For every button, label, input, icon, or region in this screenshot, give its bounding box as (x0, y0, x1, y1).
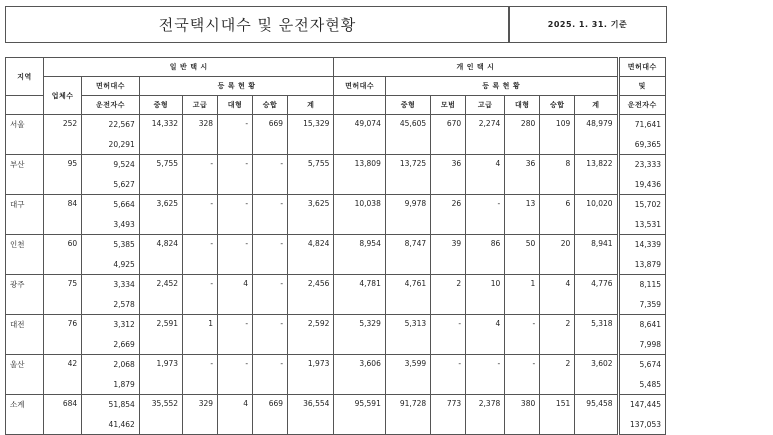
cell-g-large: - (218, 115, 253, 155)
cell-g-total: 2,592 (288, 315, 334, 355)
cell-g-van: - (253, 235, 288, 275)
cell-g-mid: 2,452 (139, 275, 182, 315)
header-cat-general: 중형 (139, 96, 182, 115)
cell-all-licensed: 23,333 (618, 155, 665, 175)
cell-p-licensed: 49,074 (334, 115, 385, 155)
cell-g-large: - (218, 235, 253, 275)
cell-drivers: 1,879 (82, 375, 140, 395)
cell-p-model: 670 (431, 115, 466, 155)
header-licensed: 면허대수 (82, 77, 140, 96)
table-row (6, 235, 666, 255)
cell-g-total: 36,554 (288, 395, 334, 435)
cell-g-mid: 1,973 (139, 355, 182, 395)
cell-all-licensed: 147,445 (618, 395, 665, 415)
header-row-3 (6, 96, 666, 115)
cell-drivers: 2,578 (82, 295, 140, 315)
header-region-blank (6, 96, 44, 115)
header-registration-general: 등 록 현 황 (139, 77, 334, 96)
cell-g-lux: - (183, 235, 218, 275)
cell-g-large: - (218, 195, 253, 235)
cell-companies: 84 (44, 195, 82, 235)
header-cat-personal: 대형 (505, 96, 540, 115)
cell-p-lux: 4 (466, 155, 505, 195)
header-cat-general: 대형 (218, 96, 253, 115)
header-cat-personal: 모범 (431, 96, 466, 115)
cell-p-total: 48,979 (575, 115, 618, 155)
cell-g-large: - (218, 355, 253, 395)
cell-drivers: 20,291 (82, 135, 140, 155)
cell-drivers: 2,669 (82, 335, 140, 355)
cell-all-drivers: 137,053 (618, 415, 665, 435)
cell-region: 광주 (6, 275, 44, 315)
cell-companies: 60 (44, 235, 82, 275)
cell-region: 인천 (6, 235, 44, 275)
cell-g-lux: 328 (183, 115, 218, 155)
header-total-line2: 및 (618, 77, 665, 96)
cell-drivers: 3,493 (82, 215, 140, 235)
cell-g-total: 15,329 (288, 115, 334, 155)
cell-p-lux: - (466, 195, 505, 235)
cell-companies: 75 (44, 275, 82, 315)
header-cat-personal: 계 (575, 96, 618, 115)
header-licensed-personal-blank (334, 96, 385, 115)
cell-g-van: - (253, 275, 288, 315)
cell-p-large: - (505, 315, 540, 355)
cell-all-drivers: 13,879 (618, 255, 665, 275)
cell-g-lux: 1 (183, 315, 218, 355)
cell-g-mid: 3,625 (139, 195, 182, 235)
cell-p-mid: 45,605 (385, 115, 430, 155)
cell-licensed: 3,312 (82, 315, 140, 335)
cell-p-large: 280 (505, 115, 540, 155)
cell-g-large: - (218, 315, 253, 355)
cell-p-mid: 13,725 (385, 155, 430, 195)
cell-drivers: 4,925 (82, 255, 140, 275)
header-registration-personal: 등 록 현 황 (385, 77, 618, 96)
header-personal-taxi: 개 인 택 시 (334, 58, 618, 77)
cell-p-lux: 86 (466, 235, 505, 275)
cell-p-van: 6 (540, 195, 575, 235)
cell-companies: 42 (44, 355, 82, 395)
cell-licensed: 3,334 (82, 275, 140, 295)
cell-p-mid: 91,728 (385, 395, 430, 435)
cell-g-van: 669 (253, 395, 288, 435)
cell-p-van: 4 (540, 275, 575, 315)
cell-companies: 76 (44, 315, 82, 355)
cell-licensed: 9,524 (82, 155, 140, 175)
cell-p-lux: 2,378 (466, 395, 505, 435)
cell-p-van: 109 (540, 115, 575, 155)
reference-date: 2025. 1. 31. 기준 (508, 6, 667, 43)
cell-all-drivers: 13,531 (618, 215, 665, 235)
cell-p-licensed: 95,591 (334, 395, 385, 435)
cell-g-large: 4 (218, 395, 253, 435)
header-general-taxi: 일 반 택 시 (44, 58, 334, 77)
cell-p-total: 3,602 (575, 355, 618, 395)
cell-p-licensed: 13,809 (334, 155, 385, 195)
header-cat-general: 고급 (183, 96, 218, 115)
cell-p-model: 2 (431, 275, 466, 315)
cell-p-model: - (431, 355, 466, 395)
table-header (6, 58, 666, 115)
cell-licensed: 2,068 (82, 355, 140, 375)
cell-companies: 95 (44, 155, 82, 195)
cell-region: 대구 (6, 195, 44, 235)
cell-p-mid: 9,978 (385, 195, 430, 235)
header-row-2 (6, 77, 666, 96)
cell-p-total: 5,318 (575, 315, 618, 355)
cell-p-model: 36 (431, 155, 466, 195)
cell-region: 부산 (6, 155, 44, 195)
table-row (6, 195, 666, 215)
cell-region: 서울 (6, 115, 44, 155)
cell-p-lux: 4 (466, 315, 505, 355)
cell-all-drivers: 69,365 (618, 135, 665, 155)
cell-p-model: - (431, 315, 466, 355)
cell-g-large: 4 (218, 275, 253, 315)
cell-p-lux: - (466, 355, 505, 395)
cell-drivers: 5,627 (82, 175, 140, 195)
cell-g-mid: 4,824 (139, 235, 182, 275)
cell-p-licensed: 4,781 (334, 275, 385, 315)
cell-g-mid: 5,755 (139, 155, 182, 195)
cell-p-mid: 3,599 (385, 355, 430, 395)
table-row (6, 115, 666, 135)
header-row-1 (6, 58, 666, 77)
cell-licensed: 51,854 (82, 395, 140, 415)
cell-g-total: 1,973 (288, 355, 334, 395)
table-row (6, 355, 666, 375)
cell-p-lux: 10 (466, 275, 505, 315)
cell-g-total: 4,824 (288, 235, 334, 275)
cell-p-licensed: 8,954 (334, 235, 385, 275)
table-row (6, 315, 666, 335)
cell-p-large: 36 (505, 155, 540, 195)
cell-p-van: 8 (540, 155, 575, 195)
cell-g-total: 5,755 (288, 155, 334, 195)
cell-g-large: - (218, 155, 253, 195)
cell-g-van: - (253, 315, 288, 355)
cell-p-model: 26 (431, 195, 466, 235)
cell-p-van: 151 (540, 395, 575, 435)
header-drivers: 운전자수 (82, 96, 140, 115)
table-row (6, 275, 666, 295)
cell-all-licensed: 8,115 (618, 275, 665, 295)
cell-p-total: 10,020 (575, 195, 618, 235)
cell-p-large: 380 (505, 395, 540, 435)
header-total-line1: 면허대수 (618, 58, 665, 77)
cell-licensed: 22,567 (82, 115, 140, 135)
cell-p-licensed: 5,329 (334, 315, 385, 355)
cell-companies: 684 (44, 395, 82, 435)
cell-p-total: 8,941 (575, 235, 618, 275)
cell-g-van: - (253, 155, 288, 195)
cell-p-licensed: 3,606 (334, 355, 385, 395)
cell-p-large: - (505, 355, 540, 395)
cell-p-model: 39 (431, 235, 466, 275)
header-cat-personal: 고급 (466, 96, 505, 115)
cell-drivers: 41,462 (82, 415, 140, 435)
cell-all-licensed: 71,641 (618, 115, 665, 135)
cell-p-mid: 5,313 (385, 315, 430, 355)
cell-g-van: - (253, 195, 288, 235)
header-total-line3: 운전자수 (618, 96, 665, 115)
taxi-statistics-table (5, 57, 666, 435)
cell-p-mid: 8,747 (385, 235, 430, 275)
cell-p-lux: 2,274 (466, 115, 505, 155)
cell-g-total: 3,625 (288, 195, 334, 235)
cell-p-van: 2 (540, 355, 575, 395)
header-cat-personal: 승합 (540, 96, 575, 115)
cell-all-licensed: 5,674 (618, 355, 665, 375)
cell-p-licensed: 10,038 (334, 195, 385, 235)
cell-g-mid: 2,591 (139, 315, 182, 355)
header-region: 지역 (6, 58, 44, 96)
cell-companies: 252 (44, 115, 82, 155)
header-cat-general: 계 (288, 96, 334, 115)
cell-g-lux: - (183, 155, 218, 195)
cell-g-total: 2,456 (288, 275, 334, 315)
cell-all-drivers: 7,359 (618, 295, 665, 315)
cell-licensed: 5,385 (82, 235, 140, 255)
cell-p-van: 20 (540, 235, 575, 275)
cell-g-lux: - (183, 195, 218, 235)
cell-p-total: 13,822 (575, 155, 618, 195)
cell-all-drivers: 19,436 (618, 175, 665, 195)
cell-p-large: 13 (505, 195, 540, 235)
header-licensed-personal: 면허대수 (334, 77, 385, 96)
cell-licensed: 5,664 (82, 195, 140, 215)
cell-all-licensed: 15,702 (618, 195, 665, 215)
page-title: 전국택시대수 및 운전자현황 (5, 6, 510, 43)
cell-region: 울산 (6, 355, 44, 395)
cell-g-van: - (253, 355, 288, 395)
cell-all-drivers: 7,998 (618, 335, 665, 355)
cell-p-large: 50 (505, 235, 540, 275)
table-row (6, 395, 666, 415)
header-companies: 업체수 (44, 77, 82, 115)
cell-p-large: 1 (505, 275, 540, 315)
cell-all-licensed: 14,339 (618, 235, 665, 255)
cell-region: 소계 (6, 395, 44, 435)
cell-g-lux: - (183, 355, 218, 395)
cell-p-model: 773 (431, 395, 466, 435)
cell-region: 대전 (6, 315, 44, 355)
cell-p-van: 2 (540, 315, 575, 355)
cell-g-van: 669 (253, 115, 288, 155)
header-cat-general: 승합 (253, 96, 288, 115)
cell-all-licensed: 8,641 (618, 315, 665, 335)
cell-p-mid: 4,761 (385, 275, 430, 315)
cell-g-mid: 35,552 (139, 395, 182, 435)
cell-g-mid: 14,332 (139, 115, 182, 155)
cell-g-lux: 329 (183, 395, 218, 435)
table-row (6, 155, 666, 175)
cell-all-drivers: 5,485 (618, 375, 665, 395)
cell-p-total: 95,458 (575, 395, 618, 435)
cell-g-lux: - (183, 275, 218, 315)
cell-p-total: 4,776 (575, 275, 618, 315)
table-body (6, 115, 666, 435)
header-cat-personal: 중형 (385, 96, 430, 115)
